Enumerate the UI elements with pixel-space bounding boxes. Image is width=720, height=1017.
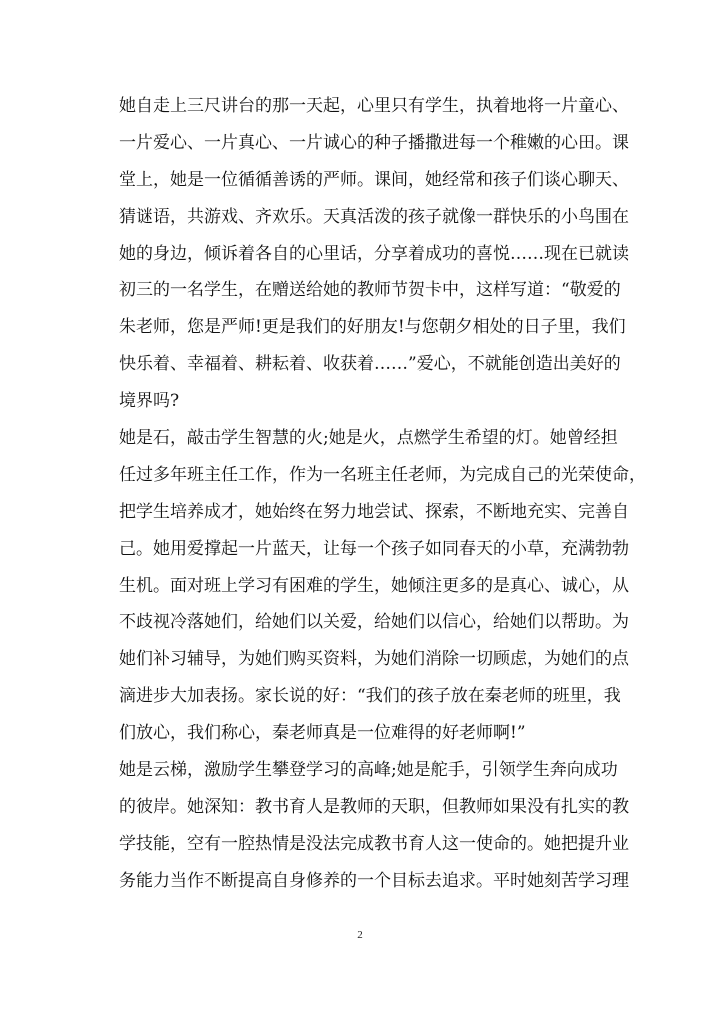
text-line: 堂上，她是一位循循善诱的严师。课间，她经常和孩子们谈心聊天、 [119,169,629,190]
text-line: 朱老师，您是严师!更是我们的好朋友!与您朝夕相处的日子里，我们 [119,317,626,338]
text-line: 己。她用爱撑起一片蓝天，让每一个孩子如同春天的小草，充满勃勃 [119,538,629,559]
text-line: 境界吗? [119,391,180,412]
text-line: 务能力当作不断提高自身修养的一个目标去追求。平时她刻苦学习理 [119,870,629,891]
text-line: 快乐着、幸福着、耕耘着、收获着……”爱心，不就能创造出美好的 [119,354,621,375]
text-line: 初三的一名学生，在赠送给她的教师节贺卡中，这样写道：“敬爱的 [119,280,621,301]
text-line: 把学生培养成才，她始终在努力地尝试、探索，不断地充实、完善自 [119,501,629,522]
text-line: 的彼岸。她深知：教书育人是教师的天职，但教师如果没有扎实的教 [119,796,629,817]
text-line: 学技能，空有一腔热情是没法完成教书育人这一使命的。她把提升业 [119,833,629,854]
text-line: 她自走上三尺讲台的那一天起，心里只有学生，执着地将一片童心、 [119,96,629,116]
text-line: 一片爱心、一片真心、一片诚心的种子播撒进每一个稚嫩的心田。课 [119,132,629,153]
text-line: 她是石，敲击学生智慧的火;她是火，点燃学生希望的灯。她曾经担 [119,428,618,449]
text-line: 们放心，我们称心，秦老师真是一位难得的好老师啊!” [119,723,526,744]
body-text [119,88,646,900]
text-line: 滴进步大加表扬。家长说的好：“我们的孩子放在秦老师的班里，我 [119,686,621,707]
text-line: 生机。面对班上学习有困难的学生，她倾注更多的是真心、诚心，从 [119,575,629,596]
text-line: 不歧视冷落她们，给她们以关爱，给她们以信心，给她们以帮助。为 [119,612,629,633]
text-line: 她是云梯，激励学生攀登学习的高峰;她是舵手，引领学生奔向成功 [119,760,618,781]
text-line: 她们补习辅导，为她们购买资料，为她们消除一切顾虑，为她们的点 [119,649,629,670]
page-number: 2 [357,929,363,941]
text-line: 她的身边，倾诉着各自的心里话，分享着成功的喜悦……现在已就读 [119,243,629,264]
text-line: 任过多年班主任工作，作为一名班主任老师，为完成自己的光荣使命， [119,464,646,485]
text-line: 猜谜语，共游戏、齐欢乐。天真活泼的孩子就像一群快乐的小鸟围在 [119,206,629,227]
